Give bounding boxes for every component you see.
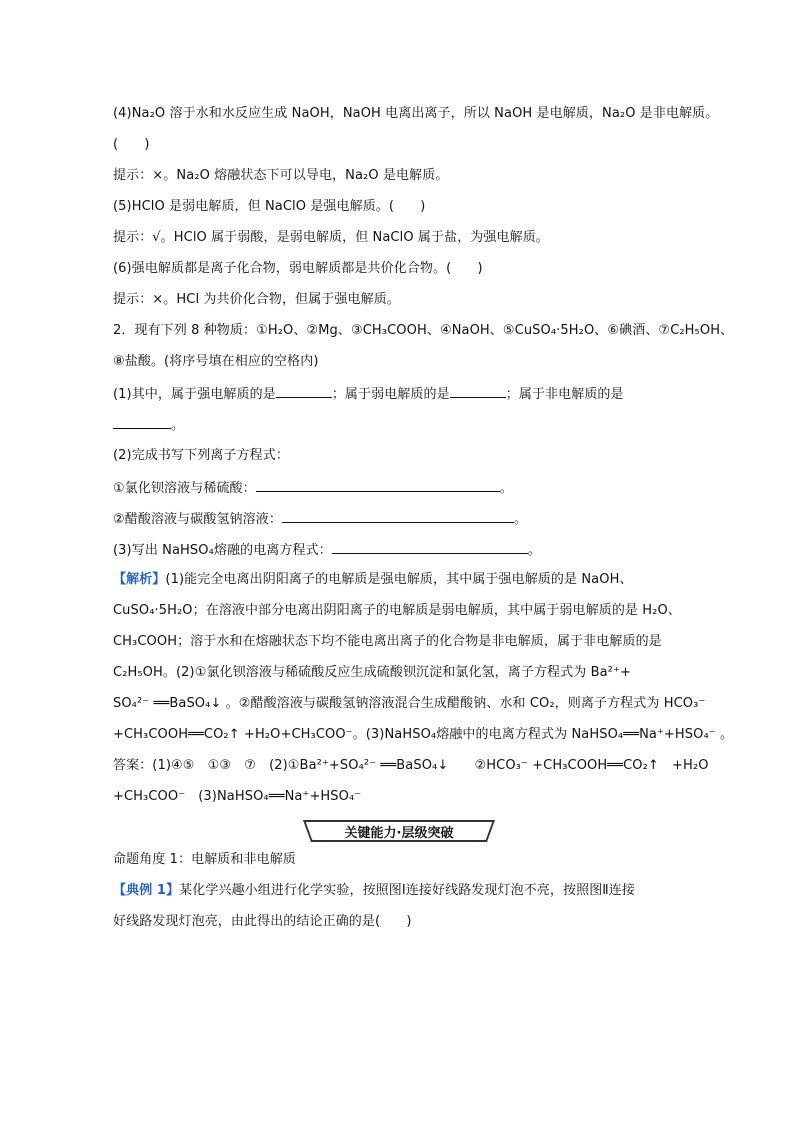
period: 。 (499, 481, 513, 496)
analysis-text: CuSO₄·5H₂O；在溶液中部分电离出阴阳离子的电解质是弱电解质，其中属于弱电解质的是 H₂O、 (113, 603, 681, 618)
example-text: 某化学兴趣小组进行化学实验，按照图Ⅰ连接好线路发现灯泡不亮，按照图Ⅱ连接 (179, 883, 636, 898)
question-2-text-cont: ⑧盐酸。(将序号填在相应的空格内) (113, 354, 319, 369)
fill-blank (332, 539, 528, 554)
hint-text: 提示：×。Na₂O 熔融状态下可以导电，Na₂O 是电解质。 (113, 168, 449, 183)
example-tag: 【典例 1】 (113, 883, 180, 898)
analysis-text: SO₄²⁻ ══BaSO₄↓ 。②醋酸溶液与碳酸氢钠溶液混合生成醋酸钠、水和 CO₂，则离子方程式为 HCO₃⁻ (113, 696, 706, 711)
period: 。 (171, 418, 185, 433)
subquestion-2-item-2 (113, 508, 527, 530)
answer-text: +CH₃COO⁻ (3)NaHSO₄══Na⁺+HSO₄⁻ (113, 789, 362, 804)
subquestion-3 (113, 539, 541, 561)
subquestion-1-part-b: ；属于弱电解质的是 (331, 387, 450, 402)
question-2-text: 2．现有下列 8 种物质：①H₂O、②Mg、③CH₃COOH、④NaOH、⑤CuSO₄·5H₂O、⑥碘酒、⑦C₂H₅OH、 (113, 323, 734, 338)
subquestion-1-part-c: ；属于非电解质的是 (505, 387, 624, 402)
period: 。 (527, 543, 541, 558)
example-text: 好线路发现灯泡亮，由此得出的结论正确的是( ) (113, 914, 412, 929)
subquestion-2-item-1 (113, 477, 513, 499)
subquestion-1-cont (113, 414, 184, 436)
section-heading-label: 关键能力·层级突破 (344, 826, 454, 841)
analysis-tag: 【解析】 (113, 572, 166, 587)
analysis-text: CH₃COOH；溶于水和在熔融状态下均不能电离出离子的化合物是非电解质，属于非电解质的是 (113, 634, 662, 649)
hint-text: 提示：×。HCl 为共价化合物，但属于强电解质。 (113, 292, 400, 307)
item-label: ②醋酸溶液与碳酸氢钠溶液： (113, 512, 282, 527)
question-4-text: (4)Na₂O 溶于水和水反应生成 NaOH，NaOH 电离出离子，所以 NaOH 是电解质，Na₂O 是非电解质。 (113, 106, 719, 121)
subquestion-2: (2)完成书写下列离子方程式： (113, 448, 289, 463)
analysis-text: +CH₃COOH══CO₂↑ +H₂O+CH₃COO⁻。(3)NaHSO₄熔融中的电离方程式为 NaHSO₄══Na⁺+HSO₄⁻ 。 (113, 727, 734, 742)
fill-blank (113, 414, 171, 429)
topic-angle: 命题角度 1：电解质和非电解质 (113, 852, 296, 867)
fill-blank (256, 477, 500, 492)
question-6-text: (6)强电解质都是离子化合物，弱电解质都是共价化合物。( ) (113, 261, 483, 276)
analysis-paragraph (113, 570, 633, 590)
hint-text: 提示：√。HClO 属于弱酸，是弱电解质，但 NaClO 属于盐，为强电解质。 (113, 230, 549, 245)
section-heading (313, 820, 485, 842)
fill-blank (450, 383, 506, 398)
item-label: (3)写出 NaHSO₄熔融的电离方程式： (113, 543, 332, 558)
fill-blank (276, 383, 332, 398)
subquestion-1-part-a: (1)其中，属于强电解质的是 (113, 387, 276, 402)
fill-blank (282, 508, 514, 523)
example-paragraph (113, 881, 635, 901)
item-label: ①氯化钡溶液与稀硫酸： (113, 481, 256, 496)
answer-parentheses: ( ) (113, 137, 150, 152)
answer-text: 答案：(1)④⑤ ①③ ⑦ (2)①Ba²⁺+SO₄²⁻ ══BaSO₄↓ ②HCO₃⁻ +CH₃COOH══CO₂↑ +H₂O (113, 758, 709, 773)
question-5-text: (5)HClO 是弱电解质，但 NaClO 是强电解质。( ) (113, 199, 426, 214)
analysis-text: (1)能完全电离出阴阳离子的电解质是强电解质，其中属于强电解质的是 NaOH、 (165, 572, 633, 587)
analysis-text: C₂H₅OH。(2)①氯化钡溶液与稀硫酸反应生成硫酸钡沉淀和氯化氢，离子方程式为 Ba²⁺+ (113, 665, 631, 680)
period: 。 (513, 512, 528, 527)
subquestion-1 (113, 383, 624, 405)
